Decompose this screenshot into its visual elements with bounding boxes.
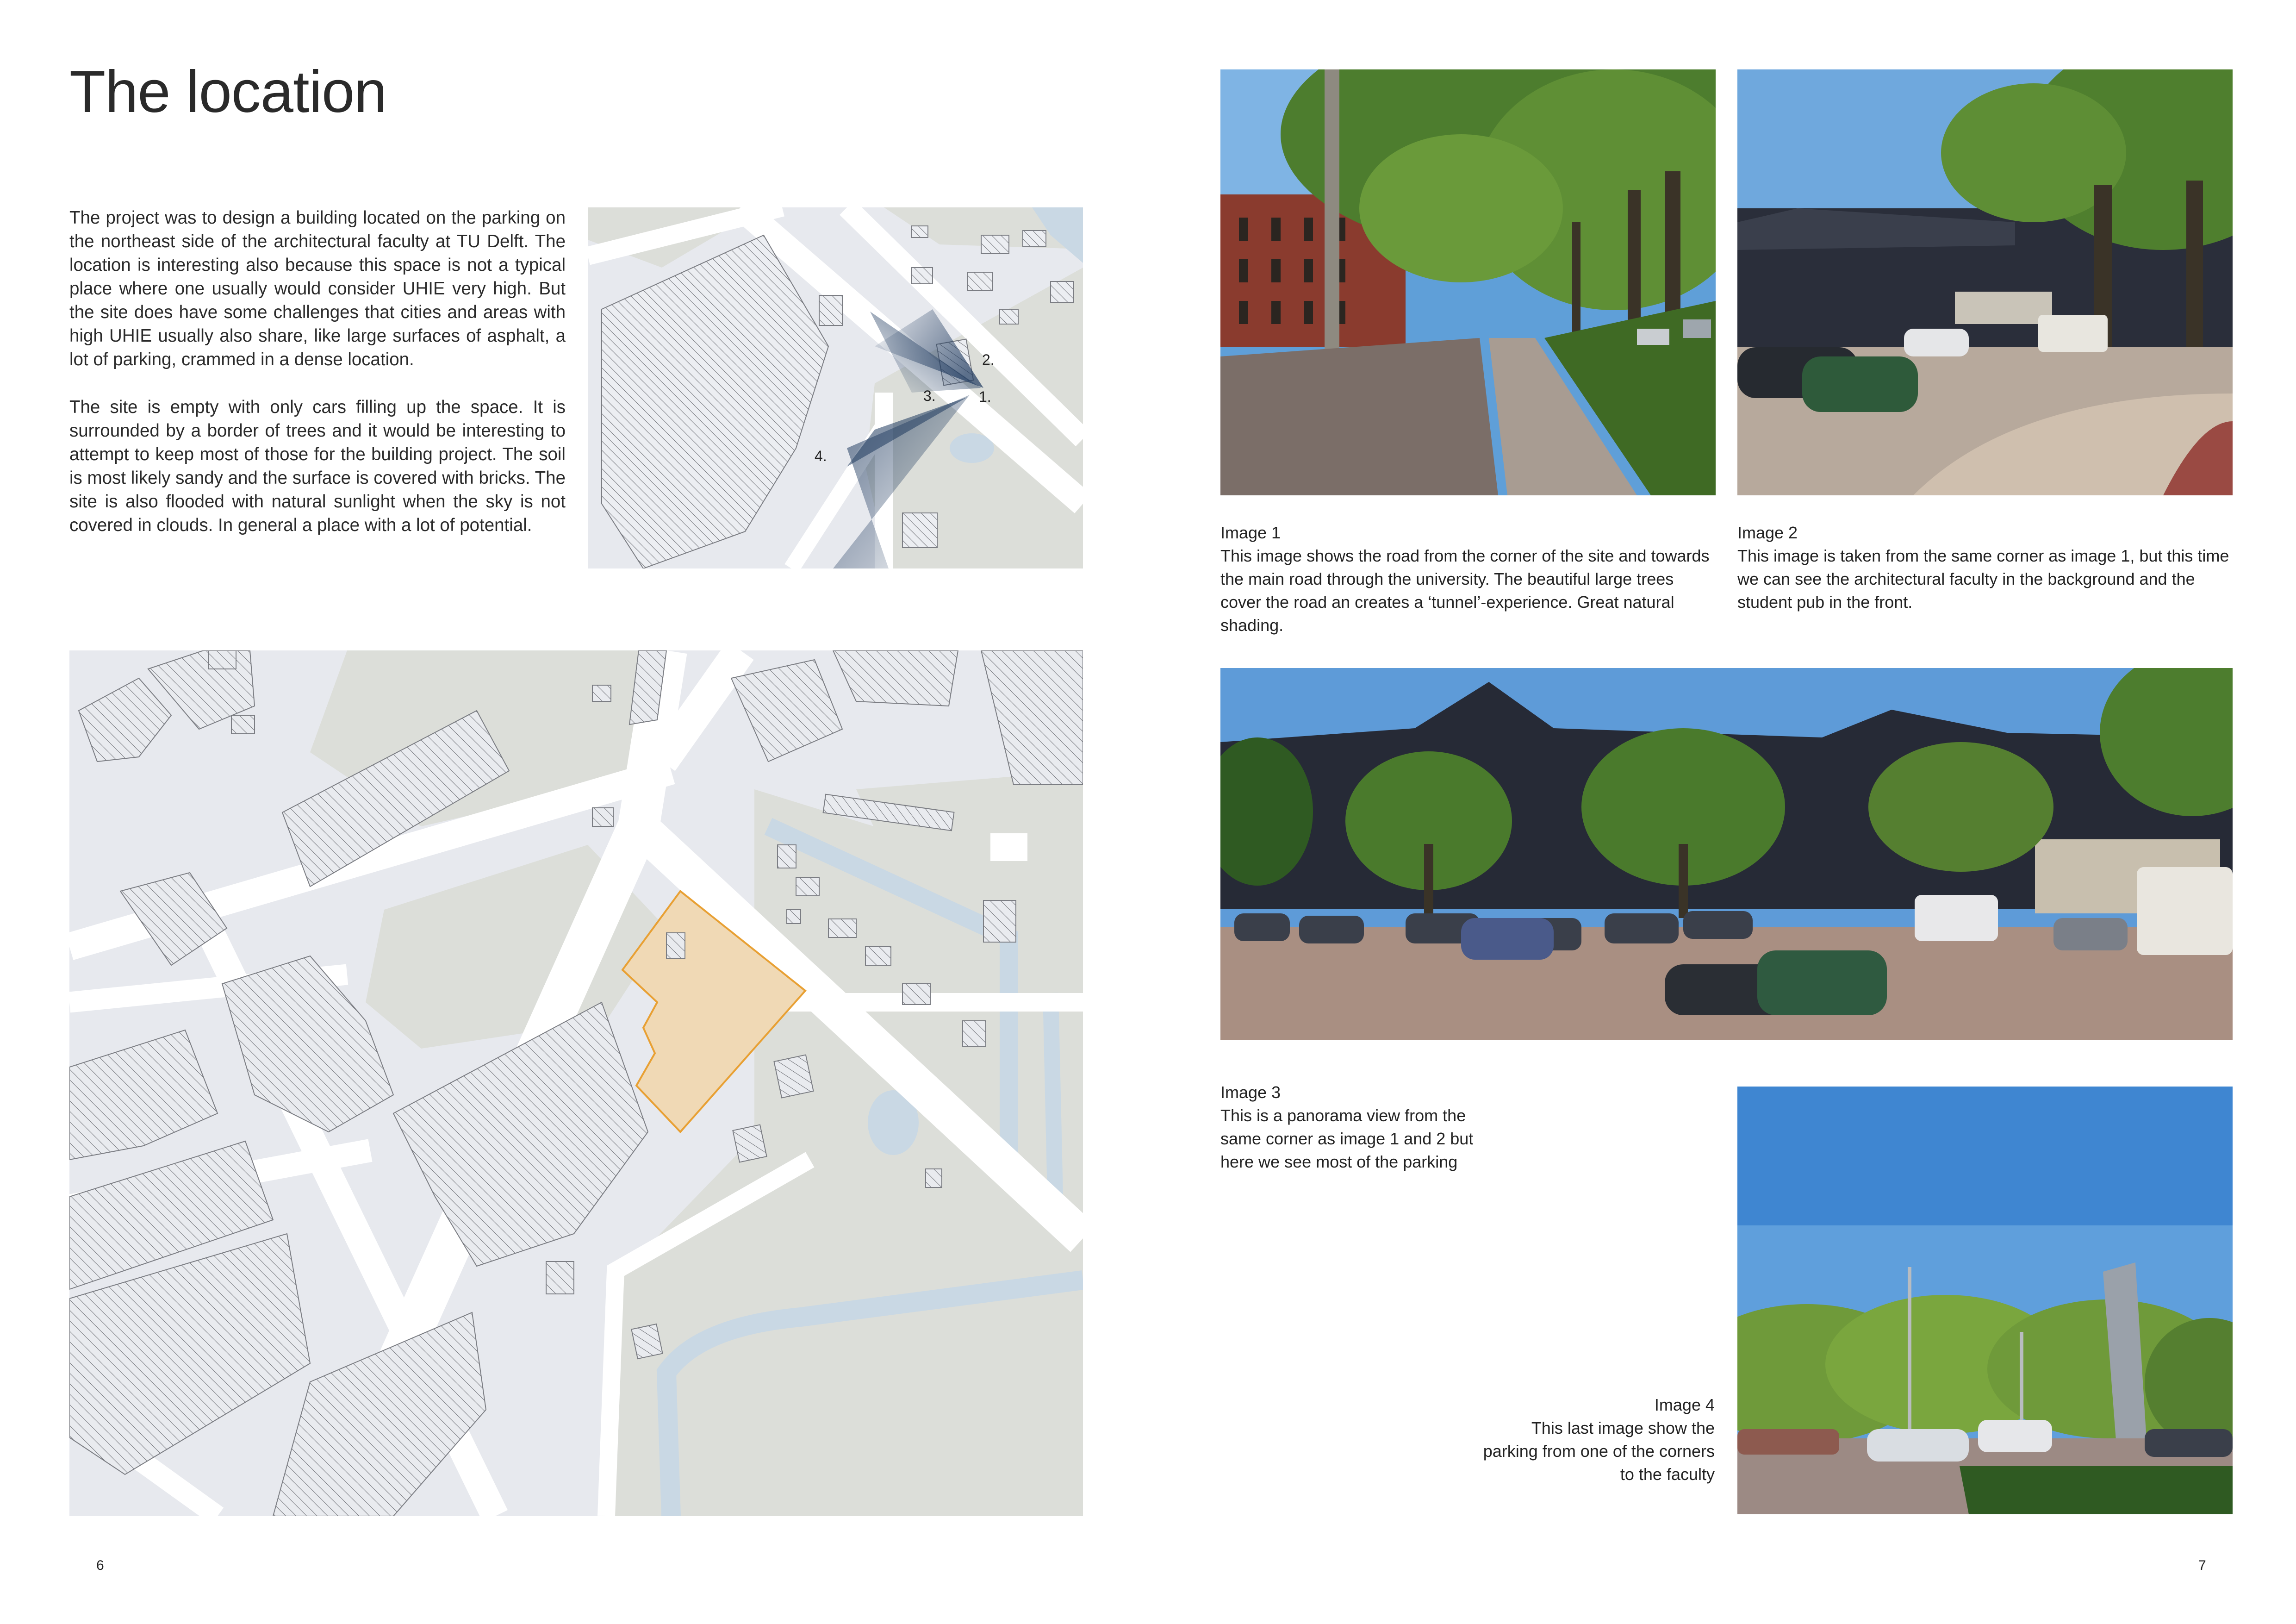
page-number-right: 7 (2198, 1558, 2206, 1573)
photo-3-panorama (1220, 668, 2233, 1040)
caption-2-title: Image 2 (1737, 523, 1798, 542)
caption-4-text: This last image show the parking from one of the corners to the faculty (1483, 1418, 1715, 1484)
caption-4-title: Image 4 (1654, 1395, 1715, 1414)
viewpoint-label-3: 3. (923, 387, 936, 404)
site-map (69, 650, 1083, 1516)
caption-image-2 (1737, 521, 2233, 614)
viewpoint-label-2: 2. (982, 351, 995, 368)
caption-3-title: Image 3 (1220, 1083, 1281, 1102)
caption-3-text: This is a panorama view from the same corner as image 1 and 2 but here we see most of the parking (1220, 1106, 1474, 1171)
viewpoint-label-4: 4. (815, 448, 827, 464)
caption-1-title: Image 1 (1220, 523, 1281, 542)
photo-4 (1737, 1087, 2233, 1514)
intro-paragraph-2: The site is empty with only cars filling up the space. It is surrounded by a border of trees and it would be interesting to attempt to keep most of those for the building project. The soil is most likely sandy and the surface is covered with bricks. The site is also flooded with natural sunlight when the sky is not covered in clouds. In general a place with a lot of potential. (69, 397, 566, 535)
intro-paragraph-1: The project was to design a building located on the parking on the northeast side of the architectural faculty at TU Delft. The location is interesting also because this space is not a typical place where one usually would consider UHIE very high. But the site does have some challenges that cities and areas with high UHIE usually also share, like large surfaces of asphalt, a lot of parking, crammed in a dense location. (69, 208, 566, 369)
caption-2-text: This image is taken from the same corner as image 1, but this time we can see the architectural faculty in the background and the student pub in the front. (1737, 546, 2229, 612)
page-title: The location (69, 59, 387, 125)
viewpoint-label-1: 1. (979, 388, 991, 405)
intro-text (69, 206, 566, 561)
caption-image-4 (1474, 1393, 1715, 1486)
caption-image-3 (1220, 1081, 1480, 1174)
caption-1-text: This image shows the road from the corner of the site and towards the main road through the university. The beautiful large trees cover the road an creates a ‘tunnel’-experience. Great natural shading. (1220, 546, 1710, 635)
page-number-left: 6 (96, 1558, 104, 1573)
caption-image-1 (1220, 521, 1716, 637)
viewpoint-map (588, 207, 1083, 568)
photo-1 (1220, 69, 1716, 495)
photo-2 (1737, 69, 2233, 495)
